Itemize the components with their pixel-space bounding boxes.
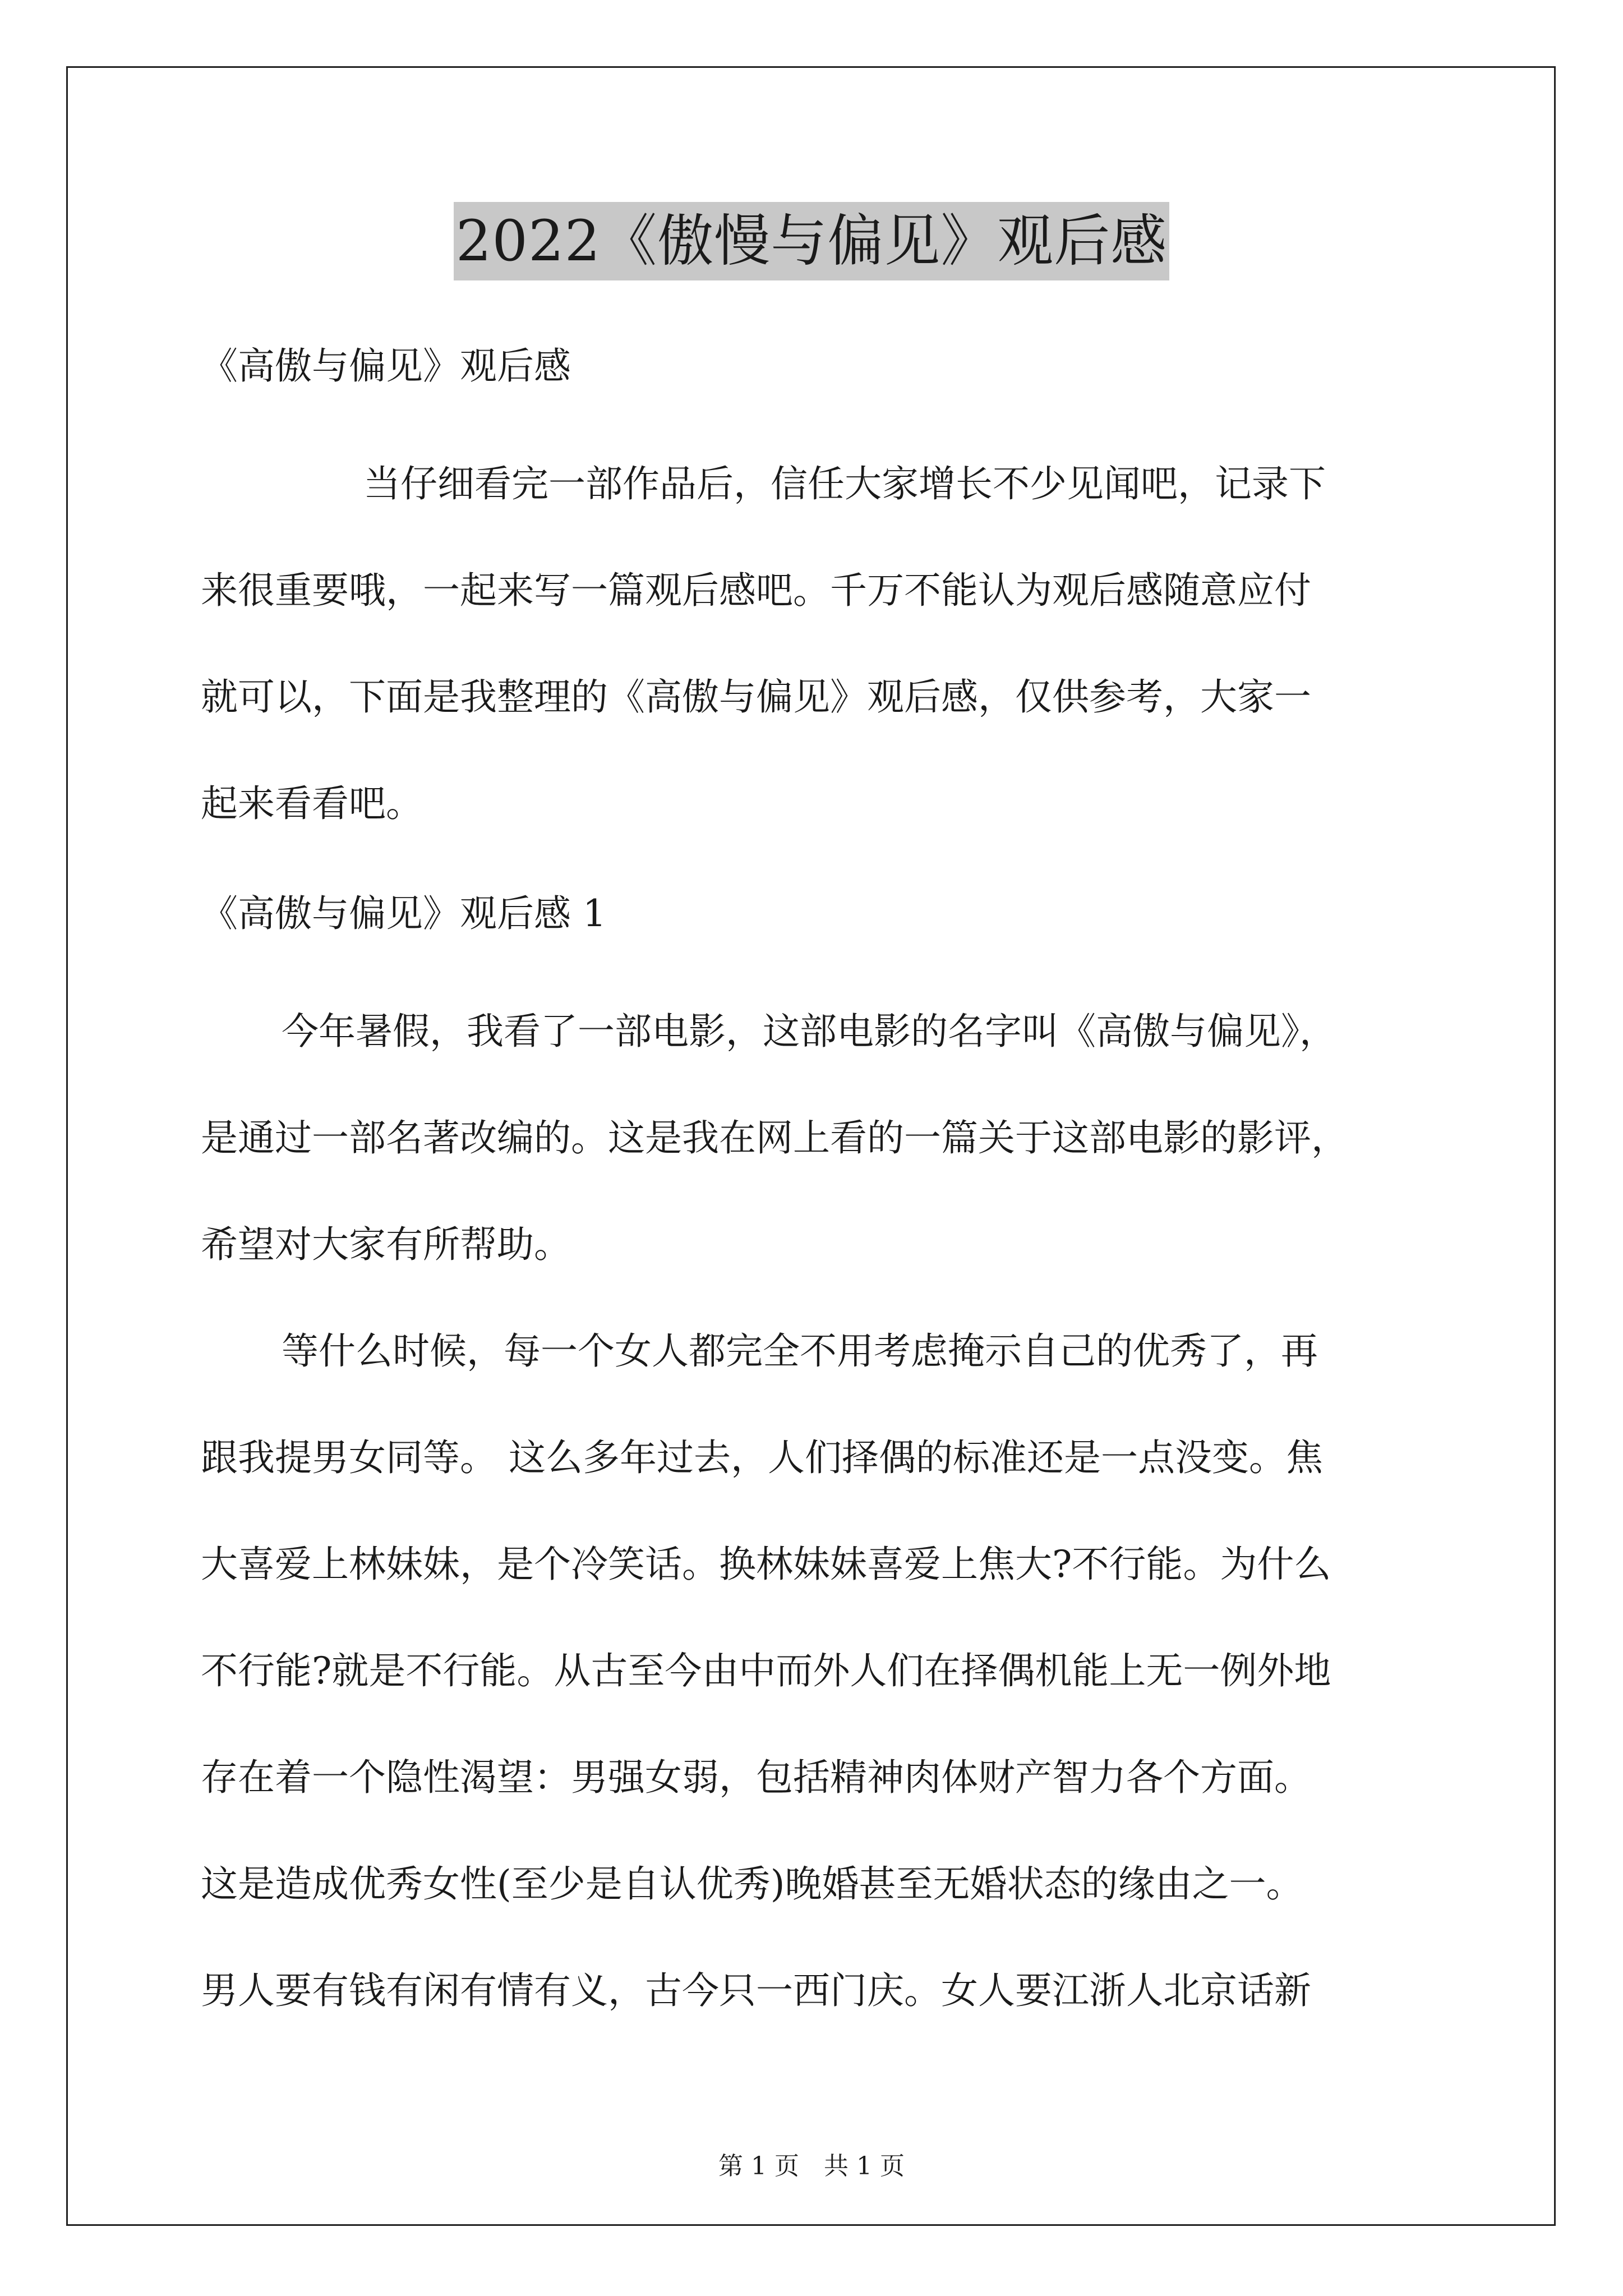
intro-line: 来很重要哦，一起来写一篇观后感吧。千万不能认为观后感随意应付 xyxy=(201,569,1311,612)
paragraph-line: 存在着一个隐性渴望：男强女弱，包括精神肉体财产智力各个方面。 xyxy=(201,1756,1311,1799)
intro-line: 就可以，下面是我整理的《高傲与偏见》观后感，仅供参考，大家一 xyxy=(201,675,1311,719)
paragraph-line: 不行能?就是不行能。从古至今由中而外人们在择偶机能上无一例外地 xyxy=(201,1649,1331,1692)
document-title: 2022《傲慢与偏见》观后感 xyxy=(454,202,1170,280)
paragraph-line: 大喜爱上林妹妹，是个冷笑话。换林妹妹喜爱上焦大?不行能。为什么 xyxy=(201,1543,1331,1586)
page-footer: 第 1 页 共 1 页 xyxy=(718,2152,905,2180)
paragraph-line: 跟我提男女同等。 这么多年过去，人们择偶的标准还是一点没变。焦 xyxy=(201,1436,1323,1479)
intro-line: 起来看看吧。 xyxy=(201,782,423,825)
section-heading: 《高傲与偏见》观后感 1 xyxy=(201,892,606,935)
paragraph-line: 希望对大家有所帮助。 xyxy=(201,1223,571,1266)
document-subtitle: 《高傲与偏见》观后感 xyxy=(201,344,571,388)
paragraph-line: 等什么时候，每一个女人都完全不用考虑掩示自己的优秀了，再 xyxy=(282,1329,1318,1373)
paragraph-line: 男人要有钱有闲有情有义，古今只一西门庆。女人要江浙人北京话新 xyxy=(201,1969,1311,2012)
paragraph-line: 今年暑假，我看了一部电影，这部电影的名字叫《高傲与偏见》， xyxy=(282,1010,1336,1053)
paragraph-line: 是通过一部名著改编的。这是我在网上看的一篇关于这部电影的影评， xyxy=(201,1116,1348,1159)
title-container xyxy=(0,202,1623,280)
intro-line: 当仔细看完一部作品后，信任大家增长不少见闻吧，记录下 xyxy=(363,462,1326,505)
paragraph-line: 这是造成优秀女性(至少是自认优秀)晚婚甚至无婚状态的缘由之一。 xyxy=(201,1862,1303,1906)
